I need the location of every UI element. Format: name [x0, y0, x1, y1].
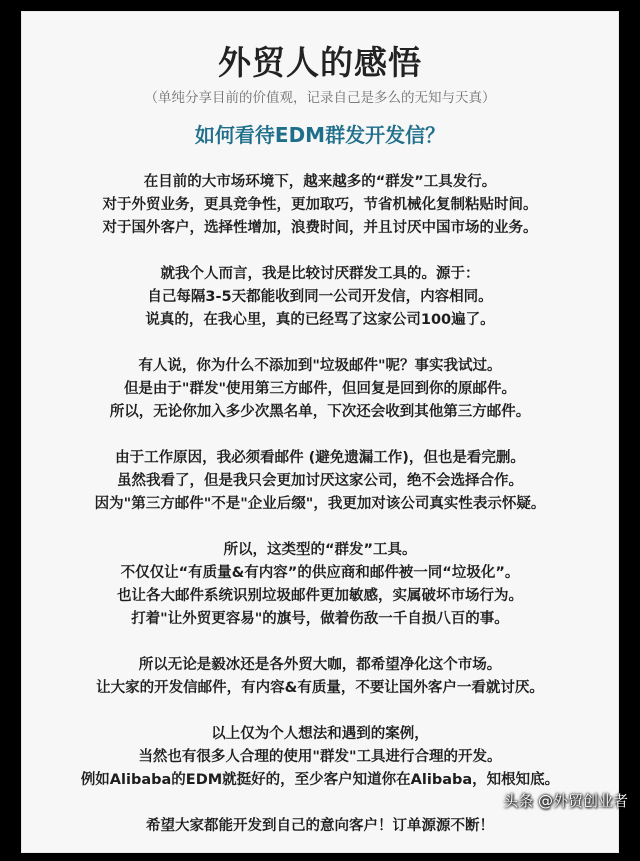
text-line: 打着"让外贸更容易"的旗号，做着伤敌一千自损八百的事。	[131, 611, 509, 627]
text-line: 所以无论是毅冰还是各外贸大咖，都希望净化这个市场。	[138, 657, 502, 673]
text-line: 说真的，在我心里，真的已经骂了这家公司100遍了。	[145, 312, 495, 328]
text-line: 虽然我看了，但是我只会更加讨厌这家公司，绝不会选择合作。	[117, 473, 523, 489]
article-body	[0, 171, 640, 861]
text-line: 让大家的开发信邮件，有内容&有质量，不要让国外客户一看就讨厌。	[96, 680, 544, 696]
text-line: 但是由于"群发"使用第三方邮件，但回复是回到你的原邮件。	[123, 381, 517, 397]
text-line: 希望大家都能开发到自己的意向客户！订单源源不断！	[146, 818, 494, 834]
paragraph	[0, 263, 640, 332]
text-line: 对于国外客户，选择性增加，浪费时间，并且讨厌中国市场的业务。	[102, 220, 538, 236]
text-line: 对于外贸业务，更具竞争性，更加取巧，节省机械化复制粘贴时间。	[102, 197, 538, 213]
text-line: 自己每隔3-5天都能收到同一公司开发信，内容相同。	[147, 289, 493, 305]
paragraph	[0, 539, 640, 631]
text-line: 所以，这类型的“群发”工具。	[223, 542, 417, 558]
page-subtitle: （单纯分享目前的价值观，记录自己是多么的无知与天真）	[144, 90, 496, 106]
text-line: 由于工作原因，我必须看邮件 (避免遗漏工作)，但也是看完删。	[115, 450, 525, 466]
page-title: 外贸人的感悟	[218, 43, 422, 82]
text-line: 在目前的大市场环境下，越来越多的“群发”工具发行。	[143, 174, 497, 190]
text-line: 因为"第三方邮件"不是"企业后缀"，我更加对该公司真实性表示怀疑。	[94, 496, 546, 512]
paragraph	[0, 355, 640, 424]
text-line: 例如Alibaba的EDM就挺好的，至少客户知道你在Alibaba，知根知底。	[80, 772, 560, 788]
watermark: 头条 @外贸创业者	[503, 792, 628, 810]
text-line: 有人说，你为什么不添加到"垃圾邮件"呢？事实我试过。	[138, 358, 502, 374]
paragraph	[0, 171, 640, 240]
text-line: 当然也有很多人合理的使用"群发"工具进行合理的开发。	[138, 749, 502, 765]
text-line: 以上仅为个人想法和遇到的案例，	[211, 726, 429, 742]
paragraph	[0, 654, 640, 700]
text-line: 所以，无论你加入多少次黑名单，下次还会收到其他第三方邮件。	[109, 404, 531, 420]
paragraph	[0, 815, 640, 838]
text-line: 就我个人而言，我是比较讨厌群发工具的。源于：	[160, 266, 480, 282]
paragraph	[0, 447, 640, 516]
section-heading: 如何看待EDM群发开发信？	[194, 123, 446, 147]
text-line: 不仅仅让“有质量&有内容”的供应商和邮件被一同“垃圾化”。	[120, 565, 520, 581]
text-line: 也让各大邮件系统识别垃圾邮件更加敏感，实属破坏市场行为。	[117, 588, 523, 604]
paragraph	[0, 723, 640, 792]
